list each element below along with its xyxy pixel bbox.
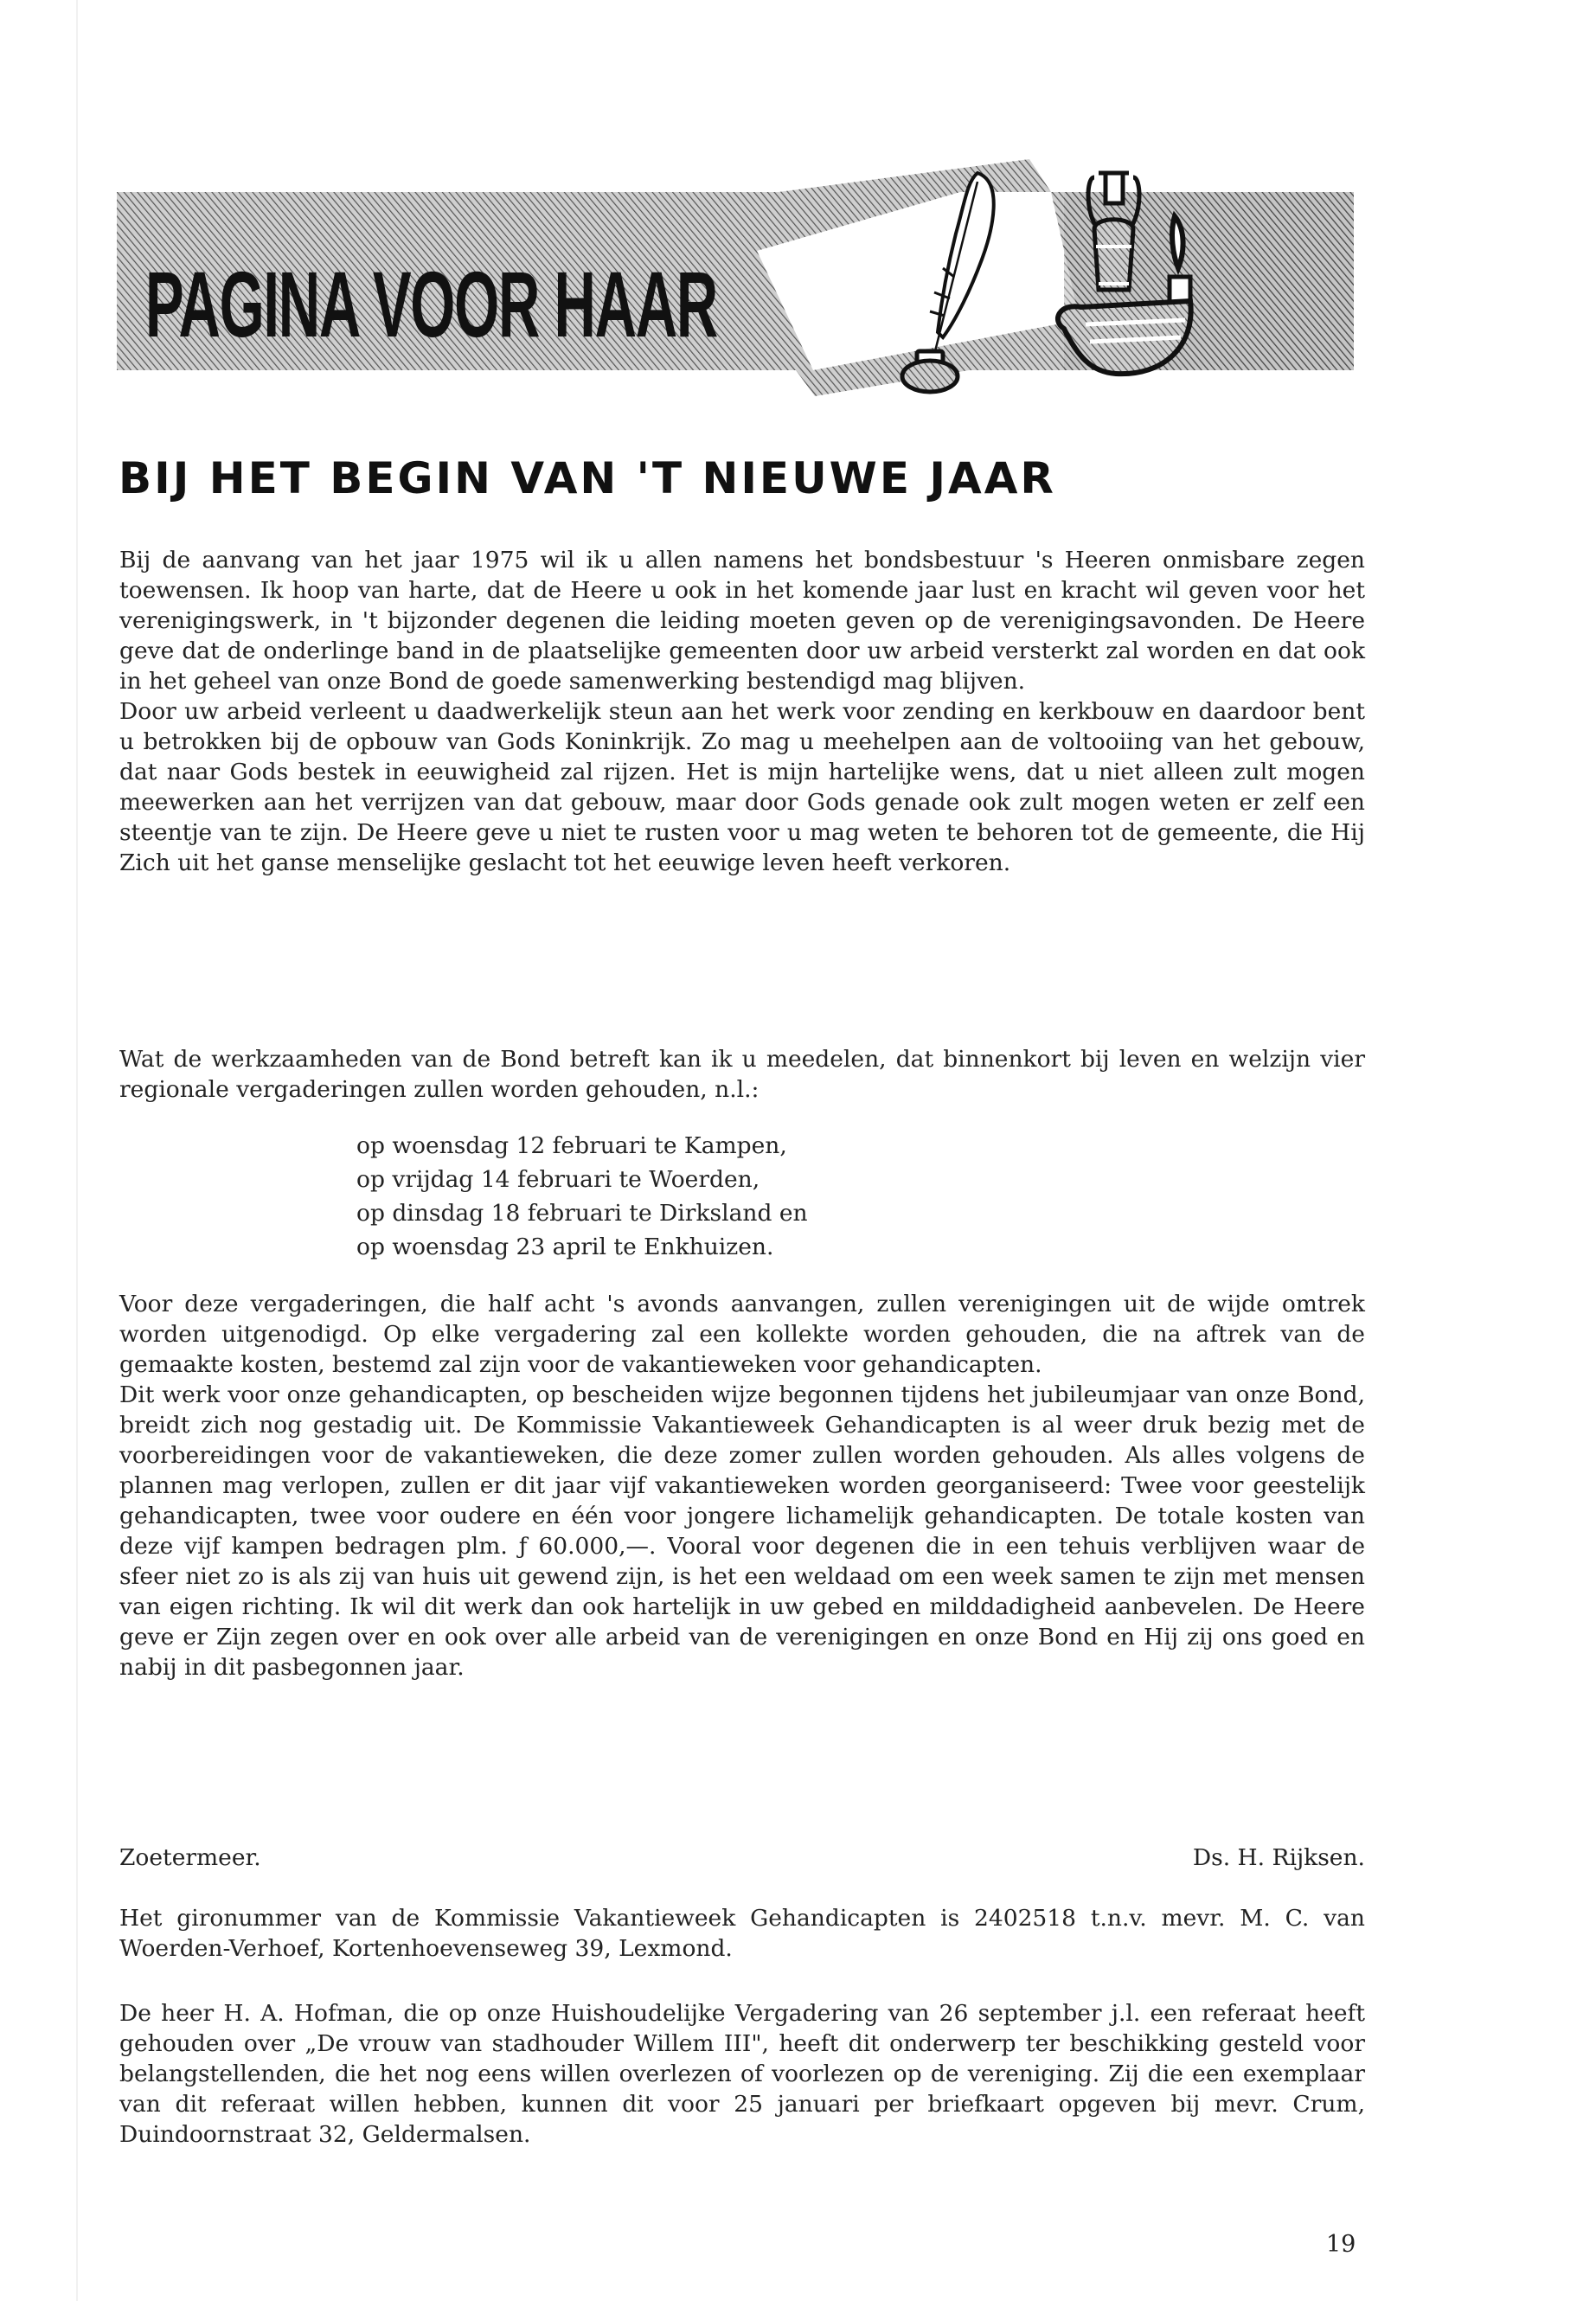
notice-referaat (119, 1998, 1365, 2150)
paragraph: Bij de aanvang van het jaar 1975 wil ik u allen namens het bondsbestuur 's Heeren onmisbare zegen toewensen. Ik hoop van harte, dat de Heere u ook in het komende jaar lust en kracht wil geven voor het verenigingswerk, in 't bijzonder degenen die leiding moeten geven op de verenigingsavonden. De Heere geve dat de onderlinge band in de plaatselijke gemeenten door uw arbeid versterkt zal worden en dat ook in het geheel van onze Bond de goede samenwerking bestendigd mag blijven. (119, 547, 1365, 695)
meetings-list (356, 1129, 808, 1264)
meeting-item: op woensdag 23 april te Enkhuizen. (356, 1234, 774, 1260)
author-signature: Ds. H. Rijksen. (1192, 1844, 1365, 1871)
article-headline: BIJ HET BEGIN VAN 'T NIEUWE JAAR (119, 453, 1056, 503)
amphora-vase-icon (1088, 173, 1139, 290)
page-banner (112, 147, 1375, 407)
paragraph: Wat de werkzaamheden van de Bond betreft kan ik u meedelen, dat binnenkort bij leven en welzijn vier regionale vergaderingen zullen worden gehouden, n.l.: (119, 1046, 1365, 1103)
meeting-item: op vrijdag 14 februari te Woerden, (356, 1166, 760, 1193)
paragraph: Dit werk voor onze gehandicapten, op bescheiden wijze begonnen tijdens het jubileumjaar van onze Bond, breidt zich nog gestadig uit. De Kommissie Vakantieweek Gehandicapten is al weer druk bezig met de voorbereidingen voor de vakantieweken, die deze zomer zullen worden gehouden. Als alles volgens de plannen mag verlopen, zullen er dit jaar vijf vakantieweken worden georganiseerd: Twee voor geestelijk gehandicapten, twee voor oudere en één voor jongere lichamelijk gehandicapten. De totale kosten van deze vijf kampen bedragen plm. ƒ 60.000,—. Vooral voor degenen die in een tehuis verblijven waar de sfeer niet zo is als zij van huis uit gewend zijn, is het een weldaad om een week samen te zijn met mensen van eigen richting. Ik wil dit werk dan ook hartelijk in uw gebed en milddadigheid aanbevelen. De Heere geve er Zijn zegen over en ook over alle arbeid van de verenigingen en onze Bond en Hij zij ons goed en nabij in dit pasbegonnen jaar. (119, 1381, 1365, 1681)
place-name: Zoetermeer. (119, 1844, 261, 1871)
article-body-intro (119, 545, 1365, 878)
article-body-meetings-intro (119, 1044, 1365, 1105)
page-edge (76, 0, 78, 2301)
meeting-item: op woensdag 12 februari te Kampen, (356, 1132, 787, 1159)
paragraph: Het gironummer van de Kommissie Vakantieweek Gehandicapten is 2402518 t.n.v. mevr. M. C. van Woerden-Verhoef, Kortenhoevenseweg 39, Lexmond. (119, 1905, 1365, 1962)
meeting-item: op dinsdag 18 februari te Dirksland en (356, 1200, 808, 1227)
paragraph: Door uw arbeid verleent u daadwerkelijk steun aan het werk voor zending en kerkbouw en daardoor bent u betrokken bij de opbouw van Gods Koninkrijk. Zo mag u meehelpen aan de voltooiing van het gebouw, dat naar Gods bestek in eeuwigheid zal rijzen. Het is mijn hartelijke wens, dat u niet alleen zult mogen meewerken aan het verrijzen van dat gebouw, maar door Gods genade ook zult mogen weten er zelf een steentje van te zijn. De Heere geve u niet te rusten voor u mag weten te behoren tot de gemeente, die Hij Zich uit het ganse menselijke geslacht tot het eeuwige leven heeft verkoren. (119, 698, 1365, 876)
notice-giro (119, 1903, 1365, 1964)
banner-title: PAGINA VOOR HAAR (145, 252, 717, 356)
paragraph: De heer H. A. Hofman, die op onze Huishoudelijke Vergadering van 26 september j.l. een referaat heeft gehouden over „De vrouw van stadhouder Willem III", heeft dit onderwerp ter beschikking gesteld voor belangstellenden, die het nog eens willen overlezen of voorlezen op de vereniging. Zij die een exemplaar van dit referaat willen hebben, kunnen dit voor 25 januari per briefkaart opgeven bij mevr. Crum, Duindoornstraat 32, Geldermalsen. (119, 2000, 1365, 2148)
page-number: 19 (1326, 2231, 1356, 2258)
article-body-continued (119, 1289, 1365, 1682)
paragraph: Voor deze vergaderingen, die half acht 's avonds aanvangen, zullen verenigingen uit de wijde omtrek worden uitgenodigd. Op elke vergadering zal een kollekte worden gehouden, die na aftrek van de gemaakte kosten, bestemd zal zijn voor de vakantieweken voor gehandicapten. (119, 1291, 1365, 1378)
